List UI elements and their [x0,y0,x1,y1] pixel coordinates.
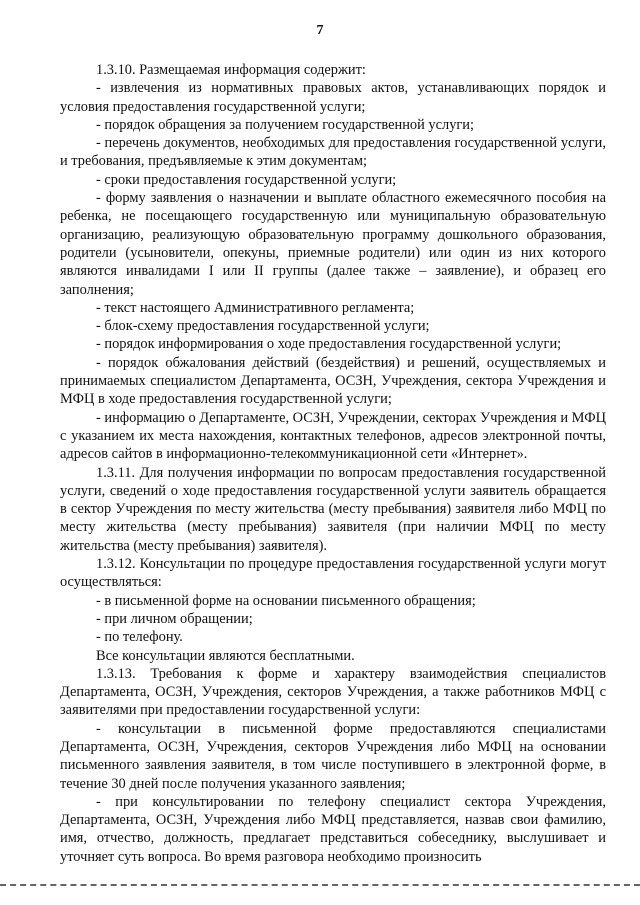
paragraph: - порядок обжалования действий (бездействия) и решений, осуществляемых и принимаемых специалистом Департамента, ОСЗН, Учреждения, сектора Учреждения и МФЦ в ходе предоставления государственной услуги; [60,354,606,408]
paragraph: - текст настоящего Административного регламента; [96,299,415,316]
paragraph: - в письменной форме на основании письменного обращения; [96,592,476,609]
paragraph: - порядок информирования о ходе предоставления государственной услуги; [96,336,562,353]
paragraph: 1.3.11. Для получения информации по вопросам предоставления государственной услуги, сведений о ходе предоставления государственной услуги заявитель обращается в сектор Учреждения по месту жительства (месту пребывания) заявителя либо МФЦ по месту жительства (месту пребывания) заявителя (при наличии МФЦ по месту жительства (месту пребывания) заявителя). [60,464,606,554]
document-body [60,61,606,866]
paragraph: 1.3.10. Размещаемая информация содержит: [96,62,366,78]
paragraph: - порядок обращения за получением государственной услуги; [96,116,474,133]
paragraph: Все консультации являются бесплатными. [96,647,355,664]
paragraph: - форму заявления о назначении и выплате областного ежемесячного пособия на ребенка, не посещающего государственную или муниципальную образовательную организацию, реализующую образовательную программу дошкольного образования, родители (усыновители, опекуны, приемные родители) или один из них которого являются инвалидами I или II группы (далее также – заявление), и образец его заполнения; [60,190,606,298]
paragraph: - консультации в письменной форме предоставляются специалистами Департамента, ОСЗН, Учреждения, секторов Учреждения либо МФЦ на основании письменного заявления заявителя, в том числе поступившего в электронной форме, в течение 30 дней после получения указанного заявления; [60,720,606,792]
paragraph: - информацию о Департаменте, ОСЗН, Учреждении, секторах Учреждения и МФЦ с указанием их места нахождения, контактных телефонов, адресов электронной почты, адресов сайтов в информационно-телекоммуникационной сети «Интернет». [60,409,606,463]
paragraph: - по телефону. [96,629,183,646]
paragraph: - сроки предоставления государственной услуги; [96,171,397,188]
paragraph: - блок-схему предоставления государственной услуги; [96,318,430,335]
paragraph: - перечень документов, необходимых для предоставления государственной услуги, и требования, предъявляемые к этим документам; [60,135,606,170]
paragraph: 1.3.12. Консультации по процедуре предоставления государственной услуги могут осуществляться: [60,556,606,591]
paragraph: 1.3.13. Требования к форме и характеру взаимодействия специалистов Департамента, ОСЗН, Учреждения, секторов Учреждения, а также работников МФЦ с заявителями при предоставлении государственной услуги: [60,665,606,719]
paragraph: - извлечения из нормативных правовых актов, устанавливающих порядок и условия предоставления государственной услуги; [60,80,606,115]
page-bottom-rule [0,884,640,886]
page-number: 7 [316,23,324,38]
paragraph: - при личном обращении; [96,610,253,627]
paragraph: - при консультировании по телефону специалист сектора Учреждения, Департамента, ОСЗН, Учреждения либо МФЦ представляется, назвав свои фамилию, имя, отчество, должность, предлагает представиться собеседнику, выслушивает и уточняет суть вопроса. Во время разговора необходимо произносить [60,793,606,865]
